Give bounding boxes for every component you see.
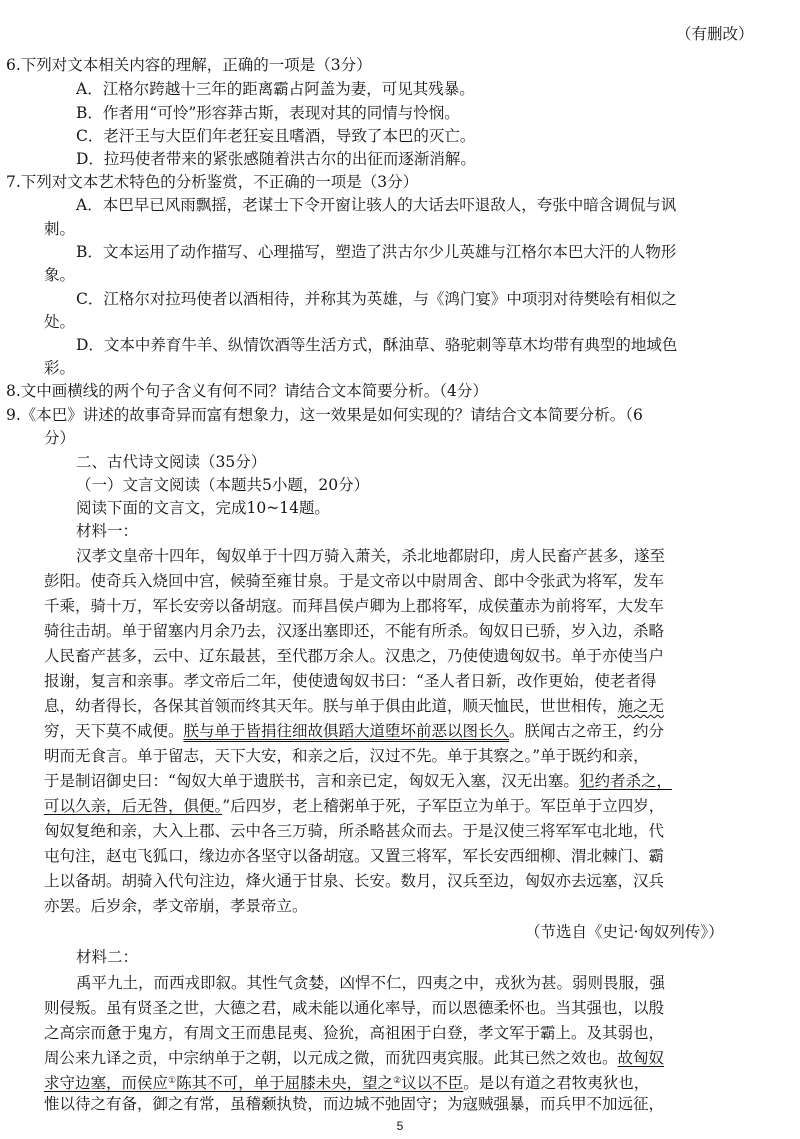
material-2-line: 则侵叛。虽有贤圣之世，大德之君，咸未能以通化率导，而以恩德柔怀也。当其强也，以殷 (44, 999, 665, 1017)
page-number: 5 (396, 1119, 404, 1133)
material-1-source: （节选自《史记·匈奴列传》） (525, 923, 724, 941)
sentence-break-question-text: 朕与单于皆捐往细故俱蹈大道堕坏前恶以图长久 (183, 722, 510, 740)
text-span: 息，幼者得长，各保其首领而终其天年。朕与单于俱由此道，顺天恤民，世世相传， (44, 697, 618, 715)
revision-note: （有删改） (676, 25, 754, 43)
material-1-line: 屯句注，赵屯飞狐口，缘边亦各坚守以备胡寇。又置三将军，军长安西细柳、渭北棘门、霸 (44, 847, 665, 865)
question-6-option-d: D．拉玛使者带来的紧张感随着洪古尔的出征而逐渐消解。 (76, 150, 476, 168)
subsection-title: （一）文言文阅读（本题共5小题，20分） (76, 476, 370, 494)
footnote-marker: ① (168, 1076, 177, 1086)
text-span: 于是制诏御史曰：“匈奴大单于遗朕书，言和亲已定，匈奴无入塞，汉无出塞。 (44, 772, 579, 790)
text-span: 穷，天下莫不咸便。 (44, 722, 184, 740)
material-2-line: 惟以待之有备，御之有常，虽稽颡执贽，而边城不弛固守；为寇贼强暴，而兵甲不加远征， (44, 1095, 665, 1113)
material-1-line: 匈奴复绝和亲，大入上郡、云中各三万骑，所杀略甚众而去。于是汉使三将军军屯北地，代 (44, 822, 665, 840)
material-2-line: 禹平九土，而西戎即叙。其性气贪婪，凶悍不仁，四夷之中，戎狄为甚。弱则畏服，强 (76, 974, 666, 992)
material-2-line (44, 1047, 800, 1069)
text-span: 陈其不可，单于屈膝未央，望之 (176, 1074, 394, 1092)
material-1-line: 上以备胡。胡骑入代句注边，烽火通于甘泉、长安。数月，汉兵至边，匈奴亦去远塞，汉兵 (44, 872, 665, 890)
text-span: 。是以有道之君牧夷狄也， (463, 1074, 650, 1092)
material-1-line: 骑往击胡。单于留塞内月余乃去，汉逐出塞即还，不能有所杀。匈奴日已骄，岁入边，杀略 (44, 622, 665, 640)
question-7-stem: 7.下列对文本艺术特色的分析鉴赏，不正确的一项是（3分） (6, 173, 419, 191)
question-7-option-b: B．文本运用了动作描写、心理描写，塑造了洪古尔少儿英雄与江格尔本巴大汗的人物形 (76, 243, 677, 261)
question-6-option-a: A．江格尔跨越十三年的距离霸占阿盖为妻，可见其残暴。 (76, 80, 475, 98)
material-1-line (44, 795, 800, 817)
question-7-option-c-cont: 处。 (44, 313, 76, 331)
translation-sentence-2-cont (44, 1074, 463, 1092)
question-7-option-a: A．本巴早已风雨飘摇，老谋士下令开窗让骇人的大话去吓退敌人，夸张中暗含调侃与讽 (76, 196, 677, 214)
material-1-line (44, 720, 800, 742)
question-7-option-d-cont: 彩。 (44, 359, 76, 377)
question-6-option-c: C．老汗王与大臣们年老狂妄且嗜酒，导致了本巴的灭亡。 (76, 127, 476, 145)
material-1-line: 明而无食言。单于留志，天下大安，和亲之后，汉过不先。单于其察之。”单于既约和亲， (44, 747, 649, 765)
material-1-line (44, 770, 800, 792)
material-2-line (44, 1072, 800, 1094)
question-7-option-b-cont: 象。 (44, 266, 76, 284)
material-1-label: 材料一： (76, 522, 139, 540)
text-span: 。朕闻古之帝王，约分 (509, 722, 665, 740)
text-span: ”后四岁，老上稽粥单于死，子军臣立为单于。军臣单于立四岁， (222, 797, 665, 815)
question-9-cont: 分） (44, 429, 76, 447)
section-title: 二、古代诗文阅读（35分） (76, 453, 267, 471)
material-1-line: 亦罢。后岁余，孝文帝崩，孝景帝立。 (44, 897, 308, 915)
translation-sentence-2: 故匈奴 (617, 1049, 665, 1067)
material-1-line: 千乘，骑十万，军长安旁以备胡寇。而拜昌侯卢卿为上郡将军，成侯董赤为前将军，大发车 (44, 597, 665, 615)
text-span: 议以不臣 (401, 1074, 464, 1092)
question-8: 8.文中画横线的两个句子含义有何不同？请结合文本简要分析。（4分） (6, 382, 488, 400)
translation-sentence-1: 犯约者杀之， (578, 772, 672, 790)
material-1-line (44, 695, 800, 717)
question-9: 9.《本巴》讲述的故事奇异而富有想象力，这一效果是如何实现的？请结合文本简要分析。（6 (6, 406, 643, 424)
question-7-option-a-cont: 刺。 (44, 220, 76, 238)
question-7-option-c: C．江格尔对拉玛使者以酒相待，并称其为英雄，与《鸿门宴》中项羽对待樊哙有相似之 (76, 290, 677, 308)
material-2-label: 材料二： (76, 948, 139, 966)
translation-sentence-1-cont: 可以久亲，后无咎，俱便。 (44, 797, 223, 815)
question-7-option-d: D．文本中养育牛羊、纵情饮酒等生活方式，酥油草、骆驼刺等草木均带有典型的地域色 (76, 336, 678, 354)
question-6-option-b: B．作者用“可怜”形容莽古斯，表现对其的同情与怜悯。 (76, 104, 460, 122)
material-2-line: 之高宗而惫于鬼方，有周文王而患昆夷、猃狁，高祖困于白登，孝文军于霸上。及其弱也， (44, 1024, 665, 1042)
reading-instruction: 阅读下面的文言文，完成10~14题。 (76, 499, 330, 517)
wavy-underlined-text: 施之无 (617, 697, 665, 715)
material-1-line: 报谢，复言和亲事。孝文帝后二年，使使遗匈奴书曰：“圣人者日新，改作更始，使老者得 (44, 672, 657, 690)
text-span: 求守边塞，而侯应 (44, 1074, 169, 1092)
text-span: 周公来九译之贡，中宗纳单于之朝，以元成之微，而犹四夷宾服。此其已然之效也。 (44, 1049, 618, 1067)
material-1-line: 汉孝文皇帝十四年，匈奴单于十四万骑入萧关，杀北地都尉印，虏人民畜产甚多，遂至 (76, 547, 666, 565)
question-6-stem: 6.下列对文本相关内容的理解，正确的一项是（3分） (6, 56, 372, 74)
footnote-marker: ② (393, 1076, 402, 1086)
material-1-line: 彭阳。使奇兵入烧回中宫，候骑至雍甘泉。于是文帝以中尉周舍、郎中令张武为将军，发车 (44, 572, 665, 590)
material-1-line: 人民畜产甚多，云中、辽东最甚，至代郡万余人。汉患之，乃使使遗匈奴书。单于亦使当户 (44, 647, 665, 665)
